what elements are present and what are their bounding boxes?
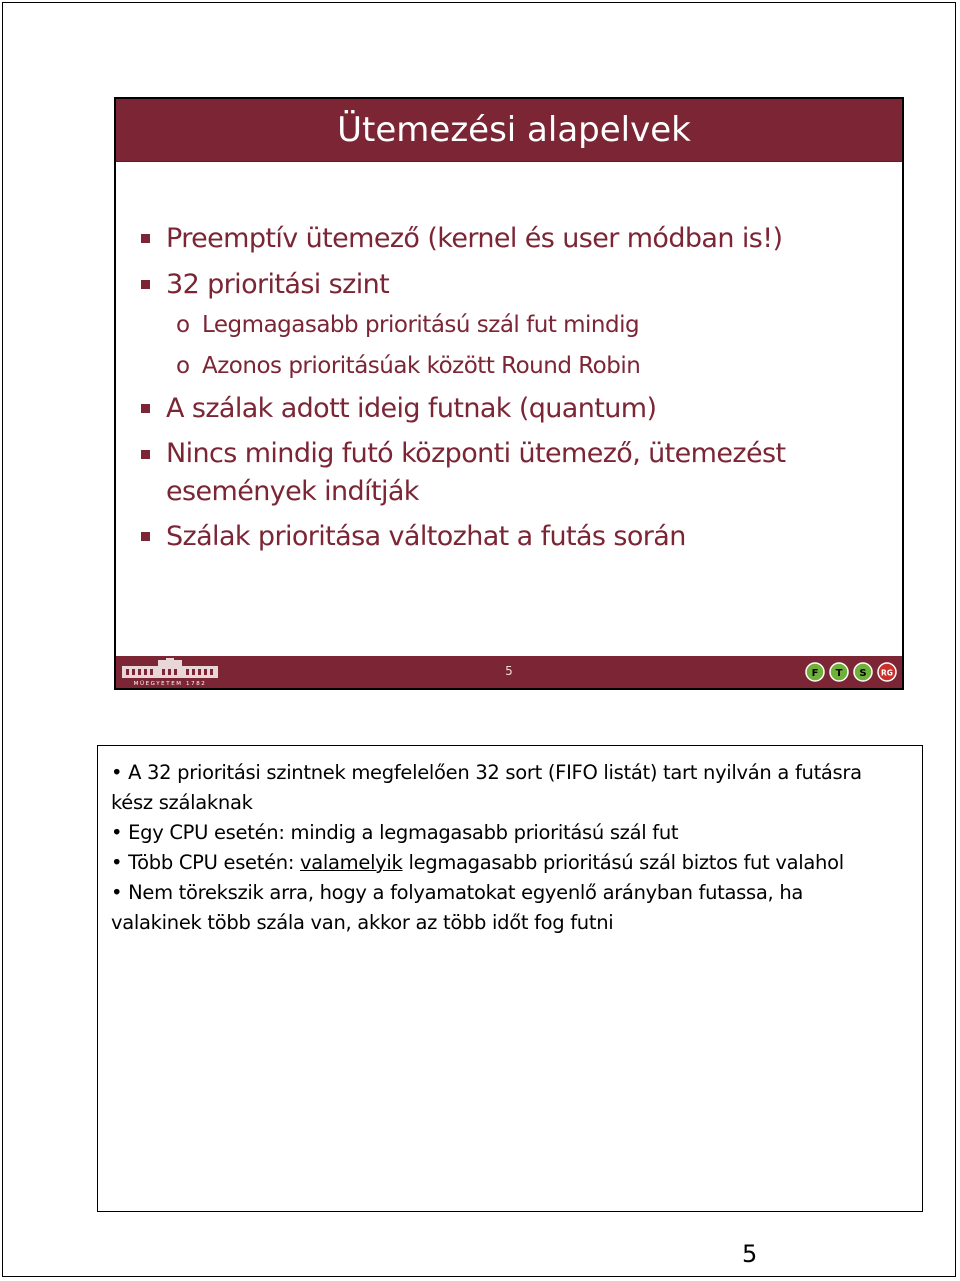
logo-letter: T [835,668,843,679]
slide-header [116,99,902,162]
slide-body [138,219,872,557]
speaker-notes-text [111,758,908,938]
square-bullet-icon [141,450,150,459]
slide [114,97,904,690]
notes-item: • Több CPU esetén: valamelyik legmagasabb prioritású szál biztos fut valahol [111,851,844,874]
slide-page-number: 5 [505,664,513,678]
page-number: 5 [742,1240,758,1268]
notes-item: • A 32 prioritási szintnek megfelelően 32 sort (FIFO listát) tart nyilván a futásra kész szálaknak [111,761,862,814]
notes-item: • Egy CPU esetén: mindig a legmagasabb prioritású szál fut [111,821,679,844]
bullet-text: Azonos prioritásúak között Round Robin [202,353,641,379]
logo-letter: S [859,668,867,679]
bullet-text: Nincs mindig futó központi ütemező, ütemezést [166,438,786,469]
bullet-text: Preemptív ütemező (kernel és user módban is!) [166,223,783,254]
square-bullet-icon [141,532,150,541]
fts-rg-logo [804,661,898,683]
bullet-text: 32 prioritási szint [166,269,390,300]
logo-left-text: MŰEGYETEM 1782 [133,681,207,686]
bullet-item [138,517,872,557]
notes-item: • Nem törekszik arra, hogy a folyamatokat egyenlő arányban futassa, ha valakinek több szála van, akkor az több időt fog futni [111,881,804,934]
slide-footer [116,656,902,688]
bullet-highlight: quantum [528,393,647,424]
speaker-notes-box [97,745,923,1212]
square-bullet-icon [141,404,150,413]
bullet-item [138,435,872,511]
logo-letter: RG [881,668,893,678]
circle-bullet-icon: o [176,312,190,338]
circle-bullet-icon: o [176,353,190,379]
slide-title: Ütemezési alapelvek [337,110,691,150]
bullet-text: Legmagasabb prioritású szál fut mindig [202,312,640,338]
bullet-text: Szálak prioritása változhat a futás során [166,521,686,552]
sub-bullet-item [138,305,872,346]
underlined-word: valamelyik [300,851,403,874]
bullet-item [138,219,872,259]
bullet-text: A szálak adott ideig futnak ( [166,393,529,424]
bullet-text: ) [646,393,657,424]
bullet-item [138,265,872,305]
bullet-text: események indítják [166,476,419,507]
logo-letter: F [811,668,819,679]
square-bullet-icon [141,234,150,243]
bullet-item [138,389,872,429]
sub-bullet-item [138,346,872,387]
square-bullet-icon [141,280,150,289]
